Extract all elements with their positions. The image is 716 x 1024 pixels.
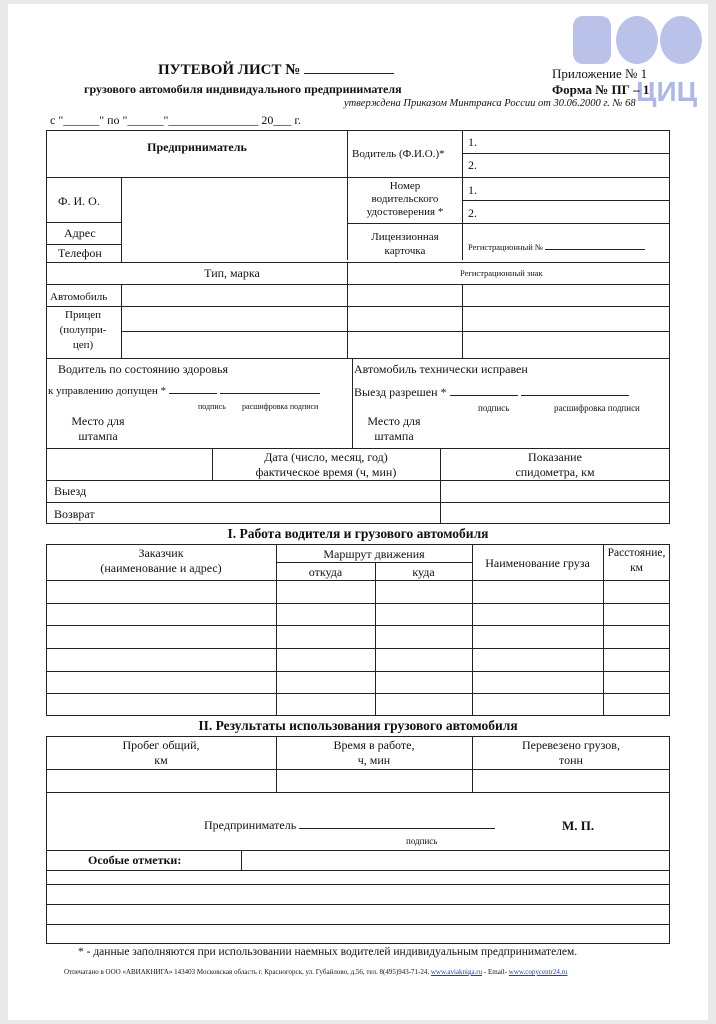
return-row-label: Возврат [54,507,95,521]
address-label: Адрес [64,226,96,240]
tech-decode-caption: расшифровка подписи [554,403,640,413]
license-1-num: 1. [468,183,477,197]
driver-health-label: Водитель по состоянию здоровья [58,362,229,376]
page-title: ПУТЕВОЙ ЛИСТ № [158,62,394,79]
entrepreneur-sign-caption: подпись [406,836,438,846]
approval-note: утверждена Приказом Минтранса России от 30.06.2000 г. № 68 [344,98,636,109]
phone-label: Телефон [58,246,102,260]
driver-1-num: 1. [468,135,477,149]
license-number-label: Номер водительского удостоверения * [366,180,444,218]
driver-sign-caption: подпись [198,402,226,411]
page-subtitle: грузового автомобиля индивидуального предпринимателя [84,82,402,96]
printer-info: Отпечатано в ООО «АВИАКНИГА» 143403 Московская область г. Красногорск, ул. Губайлово, д.56, тел. 8(495)943-71-24, www.aviakniga.ru - Email- www.copycentr24.ru [64,968,568,976]
cargo-header: Наименование груза [485,556,590,570]
route-from-header: откуда [308,565,343,579]
validity-period: с "______" по "______"_______________ 20___ г. [50,113,301,127]
entrepreneur-signature-field[interactable]: Предприниматель [204,818,495,833]
form-number: Форма № ПГ – 1 [552,82,650,97]
driver-stamp-place: Место для штампа [71,414,125,443]
license-card-label: Лицензионная карточка [371,231,439,257]
tech-sign-caption: подпись [478,403,510,413]
fio-label: Ф. И. О. [58,194,100,208]
tech-stamp-place: Место для штампа [367,414,421,443]
work-time-header: Время в работе, ч, мин [333,738,415,767]
route-header: Маршрут движения [323,547,425,561]
driver-2-num: 2. [468,158,477,172]
exit-allowed-field[interactable]: Выезд разрешен * [354,385,629,400]
stamp-mark: М. П. [562,818,595,833]
watermark-text: ЦИЦ [636,76,698,107]
route-to-header: куда [412,565,435,579]
car-label: Автомобиль [50,291,108,303]
license-2-num: 2. [468,206,477,220]
footnote: * - данные заполняются при использовании наемных водителей индивидуальным предпринимателем. [78,946,578,958]
date-time-header: Дата (число, месяц, год) фактическое время (ч, мин) [255,450,397,479]
reg-sign-header: Регистрационный знак [460,268,543,278]
driver-admitted-field[interactable]: к управлению допущен * [48,385,320,397]
tech-ok-label: Автомобиль технически исправен [354,362,528,376]
section-2-title: II. Результаты использования грузового автомобиля [198,718,518,733]
appendix-label: Приложение № 1 [552,66,648,81]
driver-label: Водитель (Ф.И.О.)* [352,148,445,160]
driver-decode-caption: расшифровка подписи [242,402,319,411]
trailer-label: Прицеп (полупри- цеп) [59,309,107,351]
special-notes-label: Особые отметки: [88,853,182,867]
customer-header: Заказчик (наименование и адрес) [100,546,222,575]
exit-row-label: Выезд [54,484,87,498]
distance-header: Расстояние, км [607,547,666,574]
mileage-header: Пробег общий, км [122,738,200,767]
section-1-title: I. Работа водителя и грузового автомобиля [227,526,489,541]
cargo-transported-header: Перевезено грузов, тонн [522,738,620,767]
entrepreneur-header: Предприниматель [147,140,247,154]
speedometer-header: Показание спидометра, км [515,450,595,479]
type-brand-header: Тип, марка [204,266,260,280]
document-page [8,4,708,1020]
reg-number-field[interactable]: Регистрационный № [468,242,645,252]
